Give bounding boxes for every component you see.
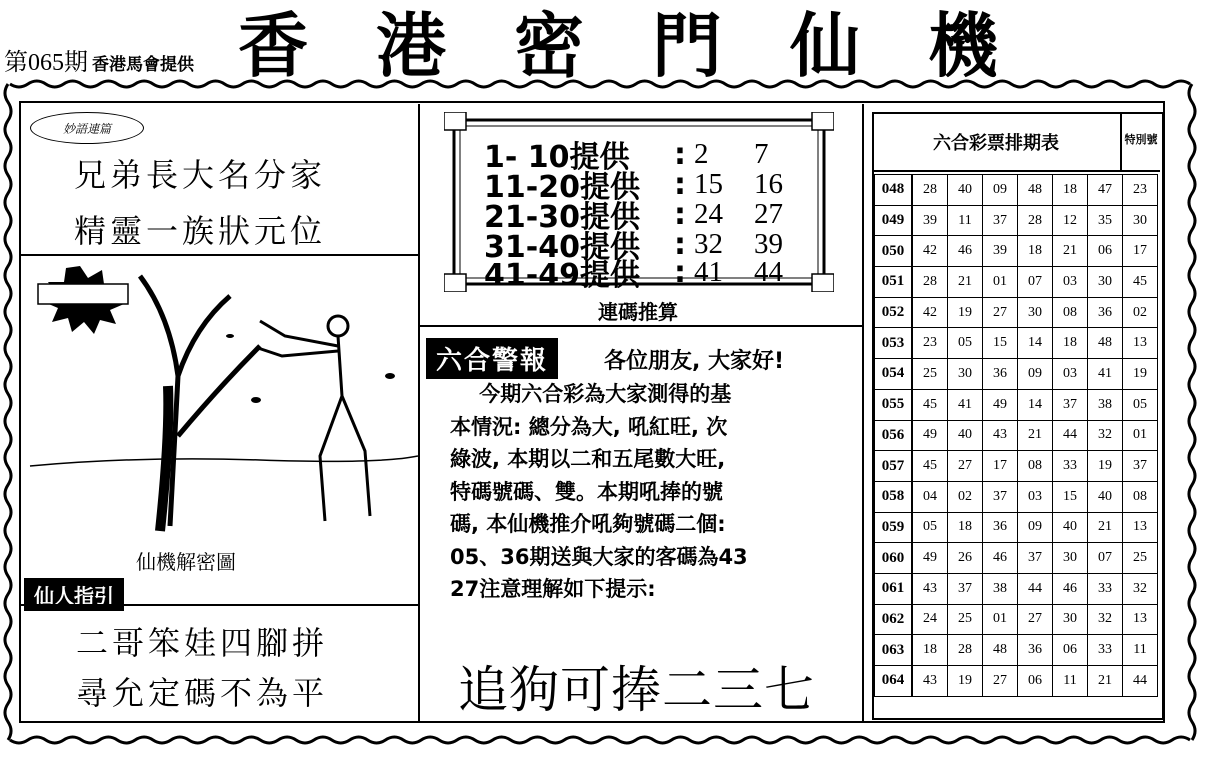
table-row: [875, 604, 1158, 635]
title-char: 密: [514, 4, 584, 87]
title-char: 仙: [790, 4, 860, 87]
body-line: 27注意理解如下提示:: [450, 577, 656, 601]
number-cell: 08: [1018, 451, 1053, 482]
table-row: [875, 205, 1158, 236]
poem-line: 尋允定碼不為平: [76, 674, 329, 712]
number-cell: 18: [948, 512, 983, 543]
range-num: 39: [754, 227, 783, 260]
number-cell: 06: [1018, 666, 1053, 697]
period-cell: 061: [875, 573, 913, 604]
number-cell: 06: [1053, 635, 1088, 666]
title-char: 機: [928, 4, 998, 87]
number-cell: 25: [912, 359, 948, 390]
number-cell: 04: [912, 481, 948, 512]
number-cell: 41: [948, 389, 983, 420]
special-number-label: 特別號: [1124, 133, 1158, 146]
number-cell: 45: [1123, 267, 1158, 298]
number-cell: 15: [983, 328, 1018, 359]
number-cell: 13: [1123, 328, 1158, 359]
period-cell: 057: [875, 451, 913, 482]
tree-icon: [140, 276, 260, 526]
number-cell: 25: [1123, 543, 1158, 574]
wave-edge: [10, 81, 1190, 87]
period-cell: 062: [875, 604, 913, 635]
number-cell: 13: [1123, 604, 1158, 635]
divider: [20, 604, 418, 606]
range-num: 2: [694, 137, 709, 170]
number-cell: 08: [1053, 297, 1088, 328]
range-row: 31-40提供 : 32 39: [484, 222, 814, 266]
greeting: 各位朋友, 大家好!: [604, 349, 785, 374]
illustration: [20, 256, 418, 576]
number-cell: 33: [1088, 635, 1123, 666]
number-cell: 32: [1088, 604, 1123, 635]
number-cell: 40: [1053, 512, 1088, 543]
number-cell: 18: [912, 635, 948, 666]
issue-number: 第065期: [4, 50, 88, 76]
number-cell: 25: [948, 604, 983, 635]
number-cell: 18: [1018, 236, 1053, 267]
number-cell: 43: [983, 420, 1018, 451]
number-cell: 09: [1018, 359, 1053, 390]
number-cell: 38: [983, 573, 1018, 604]
range-num: 32: [694, 227, 723, 260]
number-cell: 49: [912, 420, 948, 451]
number-cell: 42: [912, 236, 948, 267]
number-cell: 33: [1053, 451, 1088, 482]
number-cell: 01: [983, 267, 1018, 298]
number-cell: 35: [1088, 205, 1123, 236]
period-cell: 059: [875, 512, 913, 543]
number-cell: 21: [1088, 666, 1123, 697]
illustration-caption: 仙機解密圖: [136, 550, 236, 574]
number-cell: 18: [1053, 328, 1088, 359]
range-num: 16: [754, 167, 783, 200]
number-cell: 43: [912, 573, 948, 604]
number-cell: 37: [948, 573, 983, 604]
starburst-label-box: [38, 284, 128, 304]
body-line: 碼, 本仙機推介吼夠號碼二個:: [450, 512, 726, 536]
divider: [420, 325, 862, 327]
range-num: 24: [694, 197, 723, 230]
title-char: 港: [376, 4, 446, 87]
number-cell: 32: [1123, 573, 1158, 604]
number-cell: 45: [912, 389, 948, 420]
number-cell: 28: [912, 175, 948, 206]
range-num: 7: [754, 137, 769, 170]
poem-line: 二哥笨娃四腳拼: [76, 624, 329, 662]
number-cell: 36: [1018, 635, 1053, 666]
body-line: 本情況: 總分為大, 吼紅旺, 次: [450, 414, 728, 439]
number-cell: 26: [948, 543, 983, 574]
range-label: 21-30提供: [484, 200, 640, 235]
hint-phrase: 追狗可捧二三七: [458, 661, 815, 719]
number-cell: 23: [912, 328, 948, 359]
period-cell: 060: [875, 543, 913, 574]
body-line: 05、36期送與大家的客碼為43: [450, 544, 748, 569]
number-cell: 47: [1088, 175, 1123, 206]
number-cell: 40: [1088, 481, 1123, 512]
number-cell: 46: [948, 236, 983, 267]
number-cell: 13: [1123, 512, 1158, 543]
number-cell: 08: [1123, 481, 1158, 512]
number-cell: 19: [1088, 451, 1123, 482]
number-cell: 41: [1088, 359, 1123, 390]
number-cell: 11: [1123, 635, 1158, 666]
number-cell: 01: [1123, 420, 1158, 451]
number-cell: 39: [912, 205, 948, 236]
number-cell: 40: [948, 175, 983, 206]
period-cell: 054: [875, 359, 913, 390]
range-label: 1- 10提供: [484, 140, 630, 175]
number-cell: 48: [1088, 328, 1123, 359]
period-cell: 048: [875, 175, 913, 206]
wave-edge: [5, 84, 11, 740]
number-cell: 09: [983, 175, 1018, 206]
number-cell: 42: [912, 297, 948, 328]
wave-edge: [10, 737, 1190, 743]
period-cell: 051: [875, 267, 913, 298]
number-cell: 17: [983, 451, 1018, 482]
table-row: [875, 635, 1158, 666]
body-text: [450, 378, 845, 606]
range-num: 27: [754, 197, 783, 230]
period-cell: 064: [875, 666, 913, 697]
number-cell: 21: [948, 267, 983, 298]
column-divider: [862, 104, 864, 722]
alert-tag: 六合警報: [426, 338, 558, 379]
number-cell: 30: [1088, 267, 1123, 298]
number-cell: 01: [983, 604, 1018, 635]
poem-line: 精靈一族狀元位: [74, 212, 327, 250]
number-cell: 03: [1053, 267, 1088, 298]
period-cell: 050: [875, 236, 913, 267]
number-cell: 28: [912, 267, 948, 298]
number-cell: 33: [1088, 573, 1123, 604]
range-box: [444, 112, 834, 293]
number-cell: 37: [1123, 451, 1158, 482]
number-cell: 19: [948, 297, 983, 328]
number-cell: 02: [948, 481, 983, 512]
range-row: 1- 10提供 : 2 7: [484, 132, 814, 176]
table-row: [875, 267, 1158, 298]
number-cell: 07: [1018, 267, 1053, 298]
number-cell: 30: [1053, 543, 1088, 574]
number-cell: 03: [1018, 481, 1053, 512]
period-cell: 058: [875, 481, 913, 512]
number-cell: 36: [983, 512, 1018, 543]
number-cell: 05: [948, 328, 983, 359]
number-cell: 11: [1053, 666, 1088, 697]
leaf-icon: [226, 334, 395, 403]
range-num: 15: [694, 167, 723, 200]
range-row: 11-20提供 : 15 16: [484, 162, 814, 206]
number-cell: 14: [1018, 389, 1053, 420]
draw-schedule-table: [874, 174, 1158, 697]
number-cell: 46: [983, 543, 1018, 574]
number-cell: 30: [948, 359, 983, 390]
number-cell: 24: [912, 604, 948, 635]
guide-tag: 仙人指引: [24, 578, 124, 611]
number-cell: 27: [983, 666, 1018, 697]
number-cell: 21: [1053, 236, 1088, 267]
range-label: 31-40提供: [484, 230, 640, 265]
table-row: [875, 543, 1158, 574]
number-cell: 44: [1018, 573, 1053, 604]
number-cell: 44: [1123, 666, 1158, 697]
number-cell: 19: [948, 666, 983, 697]
range-label: 11-20提供: [484, 170, 640, 205]
badge: 妙語連篇: [30, 112, 144, 144]
number-cell: 02: [1123, 297, 1158, 328]
number-cell: 48: [983, 635, 1018, 666]
number-cell: 32: [1088, 420, 1123, 451]
period-cell: 056: [875, 420, 913, 451]
calc-label: 連碼推算: [598, 300, 678, 324]
number-cell: 37: [983, 205, 1018, 236]
range-label: 41-49提供: [484, 258, 640, 293]
table-header-divider: [872, 170, 1160, 172]
number-cell: 05: [912, 512, 948, 543]
title-char: 門: [652, 4, 722, 87]
number-cell: 38: [1088, 389, 1123, 420]
column-divider: [418, 104, 420, 722]
number-cell: 45: [912, 451, 948, 482]
body-line: 特碼號碼、雙。本期吼捧的號: [450, 479, 723, 504]
number-cell: 36: [1088, 297, 1123, 328]
number-cell: 05: [1123, 389, 1158, 420]
number-cell: 09: [1018, 512, 1053, 543]
wave-edge: [1189, 84, 1195, 740]
table-row: [875, 236, 1158, 267]
number-cell: 39: [983, 236, 1018, 267]
period-cell: 053: [875, 328, 913, 359]
number-cell: 06: [1088, 236, 1123, 267]
table-title: 六合彩票排期表: [933, 133, 1059, 154]
period-cell: 055: [875, 389, 913, 420]
table-row: [875, 328, 1158, 359]
number-cell: 07: [1088, 543, 1123, 574]
number-cell: 30: [1053, 604, 1088, 635]
range-num: 41: [694, 255, 723, 288]
table-row: [875, 389, 1158, 420]
table-header-split: [1120, 112, 1122, 170]
number-cell: 46: [1053, 573, 1088, 604]
number-cell: 28: [1018, 205, 1053, 236]
number-cell: 49: [912, 543, 948, 574]
table-row: [875, 666, 1158, 697]
number-cell: 27: [983, 297, 1018, 328]
number-cell: 44: [1053, 420, 1088, 451]
number-cell: 15: [1053, 481, 1088, 512]
number-cell: 12: [1053, 205, 1088, 236]
number-cell: 37: [983, 481, 1018, 512]
figure-icon: [258, 316, 370, 521]
body-line: 綠波, 本期以二和五尾數大旺,: [450, 447, 726, 471]
ground: [30, 456, 418, 466]
table-row: [875, 481, 1158, 512]
number-cell: 23: [1123, 175, 1158, 206]
number-cell: 14: [1018, 328, 1053, 359]
range-row: 21-30提供 : 24 27: [484, 192, 814, 236]
table-row: [875, 420, 1158, 451]
number-cell: 28: [948, 635, 983, 666]
number-cell: 17: [1123, 236, 1158, 267]
number-cell: 11: [948, 205, 983, 236]
number-cell: 18: [1053, 175, 1088, 206]
number-cell: 19: [1123, 359, 1158, 390]
number-cell: 37: [1018, 543, 1053, 574]
number-cell: 36: [983, 359, 1018, 390]
page-title: [238, 0, 998, 87]
number-cell: 43: [912, 666, 948, 697]
table-row: [875, 573, 1158, 604]
poem-line: 兄弟長大名分家: [74, 156, 327, 194]
table-row: [875, 359, 1158, 390]
number-cell: 48: [1018, 175, 1053, 206]
range-row: 41-49提供 : 41 44: [484, 250, 814, 294]
table-row: [875, 512, 1158, 543]
period-cell: 063: [875, 635, 913, 666]
number-cell: 21: [1018, 420, 1053, 451]
number-cell: 37: [1053, 389, 1088, 420]
number-cell: 03: [1053, 359, 1088, 390]
table-row: [875, 297, 1158, 328]
period-cell: 052: [875, 297, 913, 328]
source-label: 香港馬會提供: [92, 55, 194, 75]
table-row: [875, 175, 1158, 206]
range-num: 44: [754, 255, 783, 288]
number-cell: 30: [1018, 297, 1053, 328]
body-line: 今期六合彩為大家測得的基: [450, 382, 732, 406]
number-cell: 30: [1123, 205, 1158, 236]
number-cell: 49: [983, 389, 1018, 420]
number-cell: 27: [948, 451, 983, 482]
number-cell: 27: [1018, 604, 1053, 635]
title-char: 香: [238, 4, 308, 87]
table-row: [875, 451, 1158, 482]
number-cell: 21: [1088, 512, 1123, 543]
period-cell: 049: [875, 205, 913, 236]
number-cell: 40: [948, 420, 983, 451]
